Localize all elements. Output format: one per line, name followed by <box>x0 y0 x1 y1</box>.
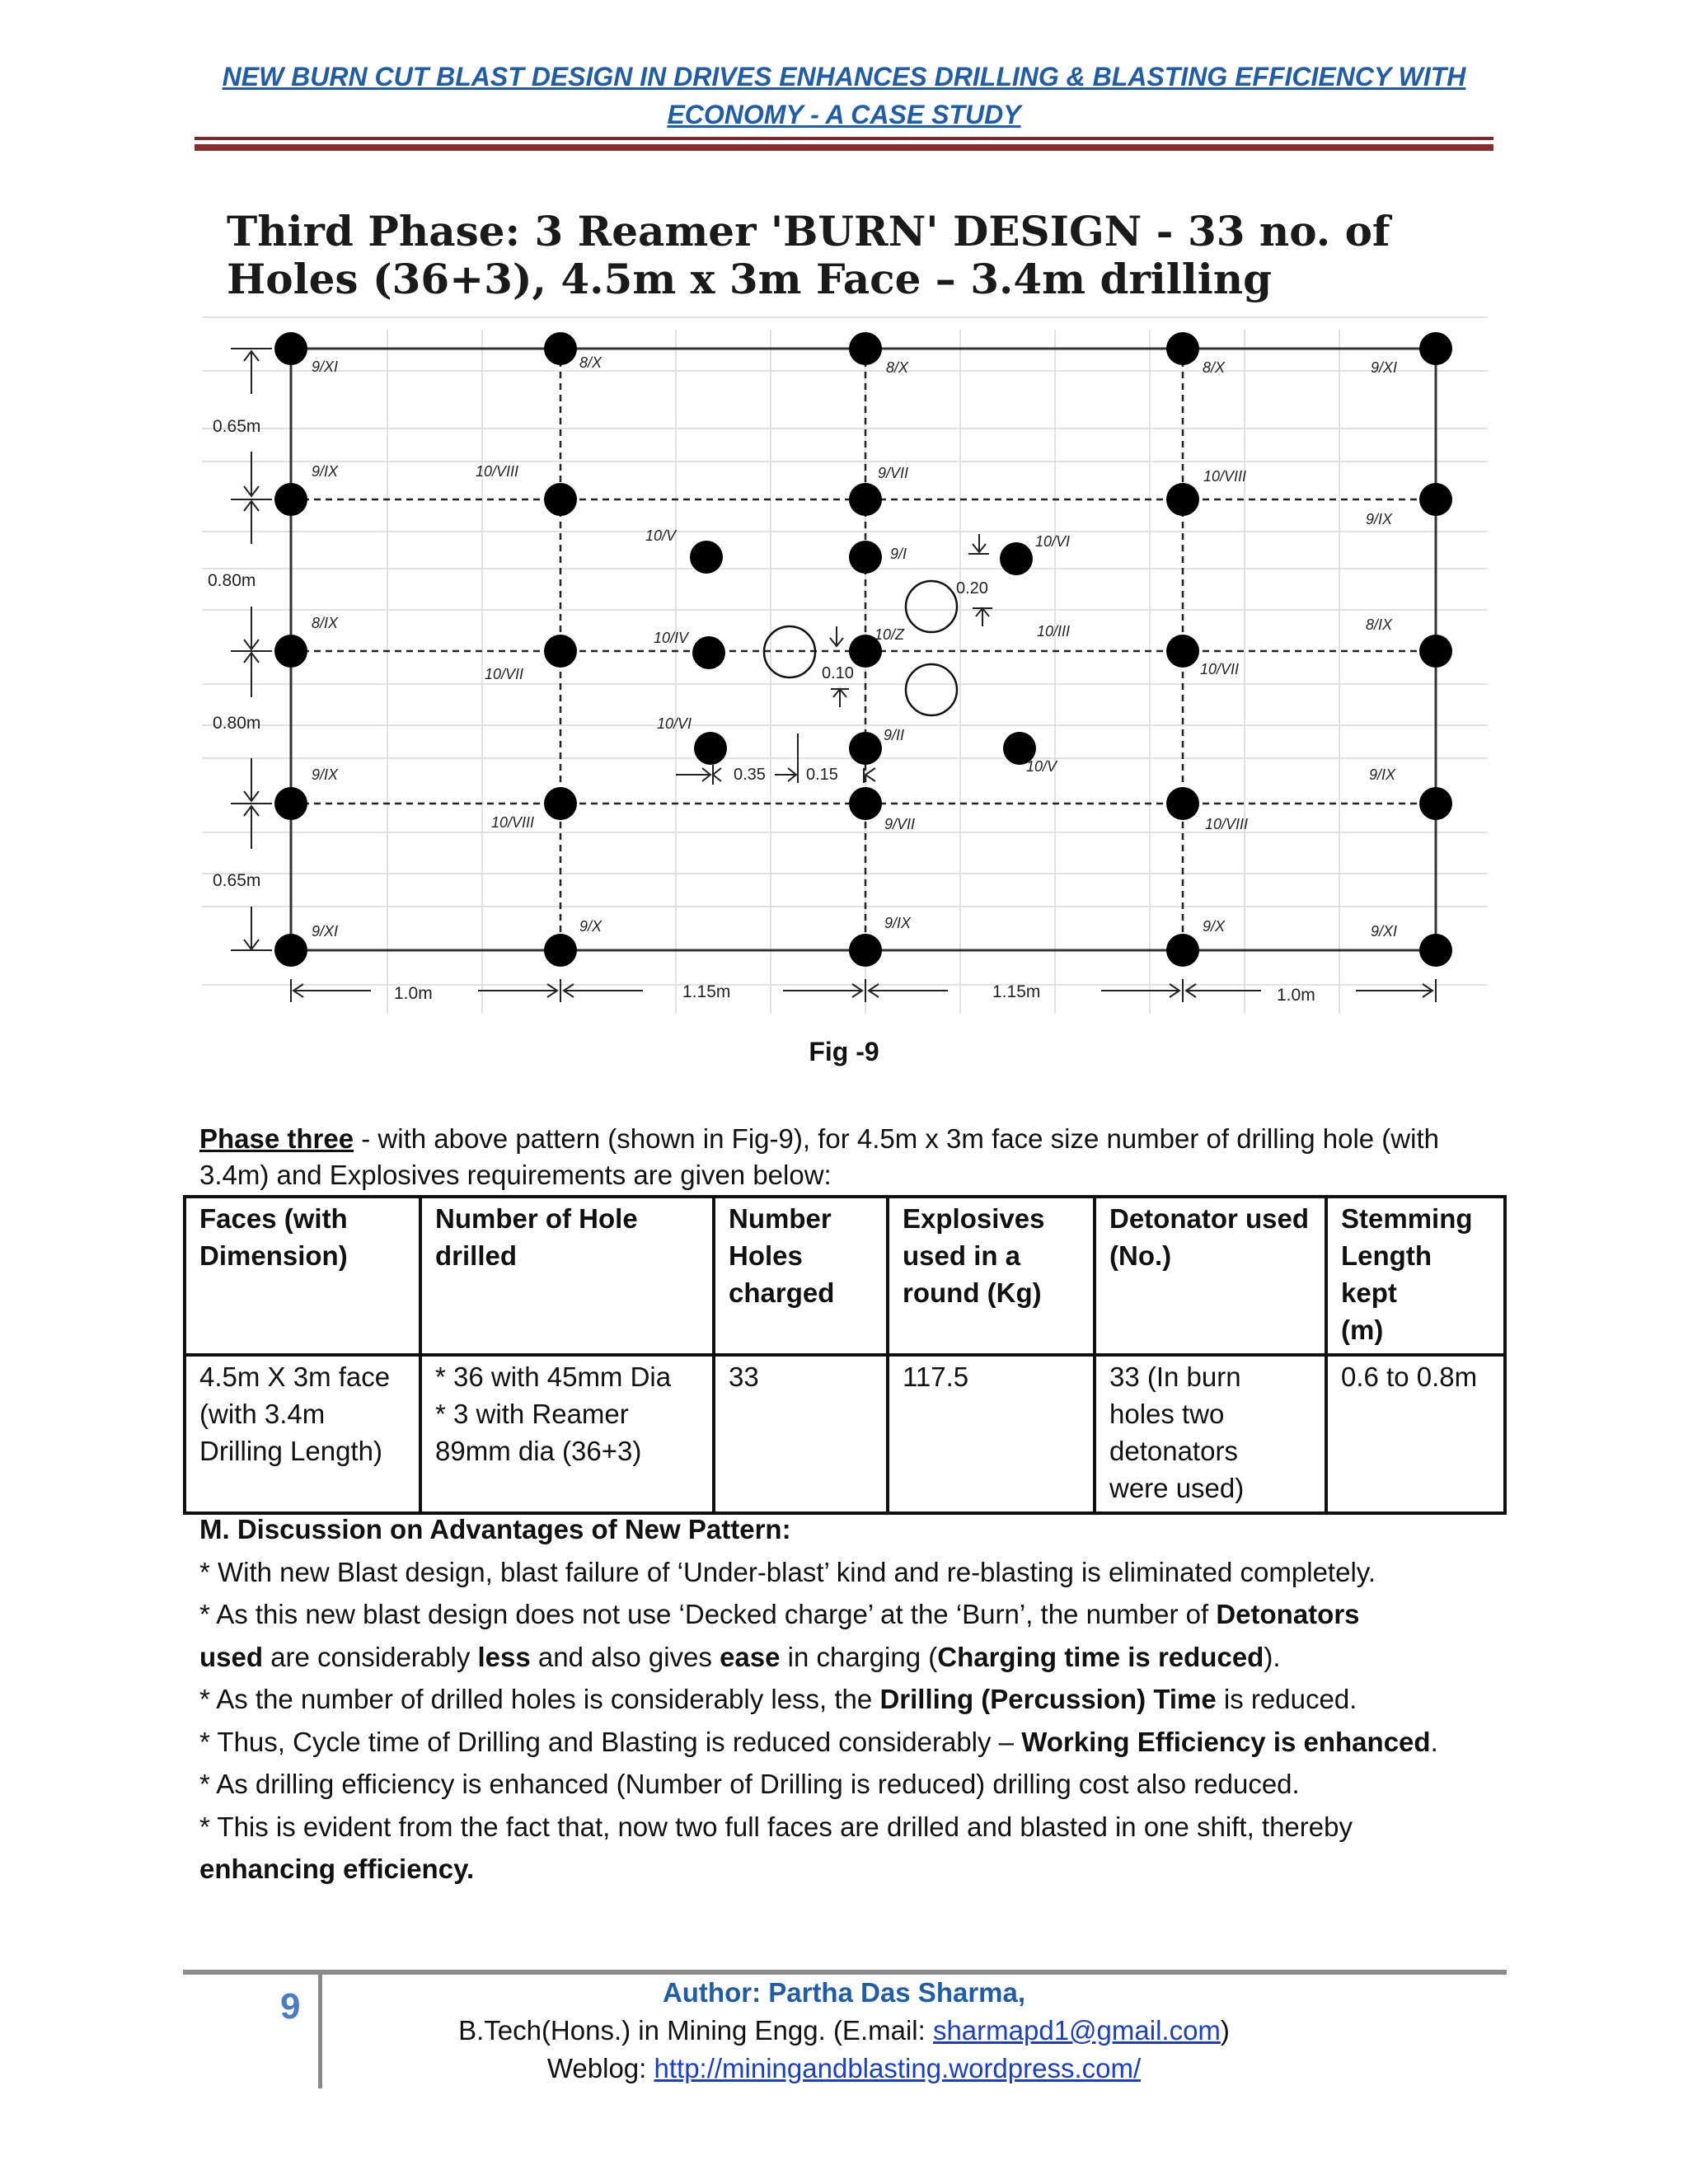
label-r1c4: 9/IX <box>1366 511 1393 527</box>
burn-hole-10vi-left <box>694 732 727 765</box>
label-burn-10vi-right: 10/VI <box>1035 533 1071 550</box>
hole-r4c0 <box>274 934 307 967</box>
cell-detonator: 33 (In burn holes two detonators were used) <box>1095 1355 1326 1513</box>
label-r1c3: 10/VIII <box>1203 468 1247 485</box>
header-holes-charged: Number Holes charged <box>714 1197 888 1355</box>
burn-hole-9ii <box>849 732 882 765</box>
vertical-dimension-arrows <box>231 349 272 950</box>
hole-r1c4 <box>1419 483 1452 516</box>
dim-v1: 0.65m <box>213 417 261 436</box>
footer-author: Author: Partha Das Sharma, <box>662 1977 1026 2008</box>
label-r0c2: 8/X <box>886 359 909 376</box>
hole-r2c0 <box>274 635 307 668</box>
horizontal-dimension-arrows <box>291 979 1436 1002</box>
burn-hole-10v <box>690 541 723 574</box>
hole-r3c1 <box>544 787 577 820</box>
label-r2c1: 10/VII <box>485 666 524 682</box>
explosives-requirement-table <box>183 1195 1507 1515</box>
label-burn-10iii: 10/III <box>1037 623 1071 640</box>
hole-r1c0 <box>274 483 307 516</box>
hole-r0c1 <box>544 332 577 365</box>
dim-h4: 1.0m <box>1277 986 1315 1005</box>
dim-burn-020: 0.20 <box>956 579 988 598</box>
label-burn-10v: 10/V <box>645 527 677 544</box>
figure-title-line2: Holes (36+3), 4.5m x 3m Face – 3.4m drilling <box>227 255 1273 303</box>
weblog-link[interactable]: http://miningandblasting.wordpress.com/ <box>654 2053 1142 2083</box>
paragraph-body: - with above pattern (shown in Fig-9), for 4.5m x 3m face size number of drilling hole (with 3.4m) and Explosives requirements are given below: <box>199 1123 1439 1190</box>
hole-r4c1 <box>544 934 577 967</box>
discussion-section <box>199 1508 1502 1891</box>
reamer-hole-top <box>906 581 957 632</box>
label-r3c2: 9/VII <box>884 816 916 832</box>
hole-r1c1 <box>544 483 577 516</box>
header-rule-thick <box>195 144 1493 151</box>
phase-three-paragraph <box>199 1121 1485 1193</box>
reamer-hole-bottom <box>906 664 957 715</box>
label-r4c3: 9/X <box>1203 918 1226 935</box>
label-burn-9i: 9/I <box>890 546 907 562</box>
dim-v4: 0.65m <box>213 871 261 890</box>
table-row <box>185 1355 1505 1513</box>
header-title-line1: NEW BURN CUT BLAST DESIGN IN DRIVES ENHANCES DRILLING & BLASTING EFFICIENCY WITH <box>222 62 1466 91</box>
header-title-line2: ECONOMY - A CASE STUDY <box>667 100 1021 129</box>
label-r2c3: 10/VII <box>1200 661 1240 677</box>
label-r4c2: 9/IX <box>884 915 912 931</box>
page-number: 9 <box>280 1986 301 2027</box>
header-rule-thin <box>195 137 1493 140</box>
hole-r2c1 <box>544 635 577 668</box>
cell-explosives: 117.5 <box>888 1355 1095 1513</box>
label-r1c0: 9/IX <box>312 463 339 480</box>
hole-r4c2 <box>849 934 882 967</box>
cell-holes-charged: 33 <box>714 1355 888 1513</box>
label-r4c1: 9/X <box>579 918 603 935</box>
document-header <box>0 58 1688 134</box>
label-burn-10v-right: 10/V <box>1026 758 1057 775</box>
discussion-point-4: * Thus, Cycle time of Drilling and Blasting is reduced considerably – Working Efficiency is enhanced. <box>199 1726 1438 1757</box>
label-burn-10vi-left: 10/VI <box>657 715 692 732</box>
dim-v3: 0.80m <box>213 714 261 733</box>
label-r3c3: 10/VIII <box>1205 816 1249 832</box>
paragraph-lead: Phase three <box>199 1123 354 1154</box>
dim-v2: 0.80m <box>208 571 256 590</box>
label-r2c4: 8/IX <box>1366 616 1393 633</box>
footer-weblog: Weblog: http://miningandblasting.wordpress.com/ <box>546 2053 1142 2083</box>
figure-caption: Fig -9 <box>809 1037 879 1066</box>
header-stemming: Stemming Length kept (m) <box>1326 1197 1505 1355</box>
label-burn-9ii: 9/II <box>884 727 905 743</box>
header-holes-drilled: Number of Hole drilled <box>420 1197 714 1355</box>
label-burn-10iv: 10/IV <box>654 630 689 646</box>
discussion-point-2: * As this new blast design does not use ‘Decked charge’ at the ‘Burn’, the number of Detonators used are considerably less and also gives ease in charging (Charging time is reduced). <box>199 1599 1360 1672</box>
burn-hole-9i <box>849 541 882 574</box>
hole-r4c3 <box>1166 934 1199 967</box>
burn-hole-10iv <box>692 636 725 669</box>
discussion-point-6: * This is evident from the fact that, now two full faces are drilled and blasted in one shift, thereby enhancing efficiency. <box>199 1811 1353 1884</box>
dim-burn-035: 0.35 <box>734 766 766 784</box>
cell-holes-drilled: * 36 with 45mm Dia * 3 with Reamer 89mm dia (36+3) <box>420 1355 714 1513</box>
footer-degree: B.Tech(Hons.) in Mining Engg. (E.mail: sharmapd1@gmail.com) <box>458 2015 1230 2046</box>
header-faces: Faces (with Dimension) <box>185 1197 420 1355</box>
hole-r3c4 <box>1419 787 1452 820</box>
cell-stemming: 0.6 to 0.8m <box>1326 1355 1505 1513</box>
hole-r3c3 <box>1166 787 1199 820</box>
footer <box>0 1974 1688 2088</box>
dim-h1: 1.0m <box>394 984 433 1003</box>
label-r0c1: 8/X <box>579 354 603 371</box>
table-header-row <box>185 1197 1505 1355</box>
label-r3c1: 10/VIII <box>491 814 535 831</box>
email-link[interactable]: sharmapd1@gmail.com <box>932 2015 1221 2046</box>
discussion-point-1: * With new Blast design, blast failure of ‘Under-blast’ kind and re-blasting is eliminated completely. <box>199 1556 1376 1587</box>
discussion-point-3: * As the number of drilled holes is considerably less, the Drilling (Percussion) Time is reduced. <box>199 1684 1357 1714</box>
hole-r0c2 <box>849 332 882 365</box>
label-r1c2: 9/VII <box>878 465 909 481</box>
label-r3c0: 9/IX <box>312 766 339 783</box>
hole-r3c0 <box>274 787 307 820</box>
hole-r2c4 <box>1419 635 1452 668</box>
hole-r1c2 <box>849 483 882 516</box>
label-r2c0: 8/IX <box>312 615 339 631</box>
label-r4c0: 9/XI <box>312 923 339 940</box>
dim-h2: 1.15m <box>682 982 731 1001</box>
hole-r2c3 <box>1166 635 1199 668</box>
burn-hole-10vi-right <box>1000 542 1033 575</box>
label-r0c3: 8/X <box>1203 359 1226 376</box>
figure-title-line1: Third Phase: 3 Reamer 'BURN' DESIGN - 33 no. of <box>227 207 1390 255</box>
label-burn-10z: 10/Z <box>874 626 905 643</box>
hole-r4c4 <box>1419 934 1452 967</box>
blast-hole-diagram <box>198 202 1492 1018</box>
cell-faces: 4.5m X 3m face (with 3.4m Drilling Length) <box>185 1355 420 1513</box>
discussion-heading: M. Discussion on Advantages of New Pattern: <box>199 1514 791 1544</box>
dim-burn-015: 0.15 <box>806 766 838 784</box>
hole-r0c4 <box>1419 332 1452 365</box>
header-detonator: Detonator used (No.) <box>1095 1197 1326 1355</box>
hole-r0c0 <box>274 332 307 365</box>
label-r0c4: 9/XI <box>1371 359 1398 376</box>
hole-r3c2 <box>849 787 882 820</box>
hole-r1c3 <box>1166 483 1199 516</box>
label-r1c1: 10/VIII <box>476 463 519 480</box>
blast-holes <box>274 332 1452 967</box>
hole-r0c3 <box>1166 332 1199 365</box>
label-r4c4: 9/XI <box>1371 923 1398 940</box>
label-r0c0: 9/XI <box>312 359 339 375</box>
discussion-point-5: * As drilling efficiency is enhanced (Number of Drilling is reduced) drilling cost also reduced. <box>199 1769 1300 1799</box>
dim-burn-010: 0.10 <box>822 664 854 682</box>
label-r3c4: 9/IX <box>1369 766 1396 783</box>
dim-h3: 1.15m <box>992 982 1041 1001</box>
header-explosives: Explosives used in a round (Kg) <box>888 1197 1095 1355</box>
